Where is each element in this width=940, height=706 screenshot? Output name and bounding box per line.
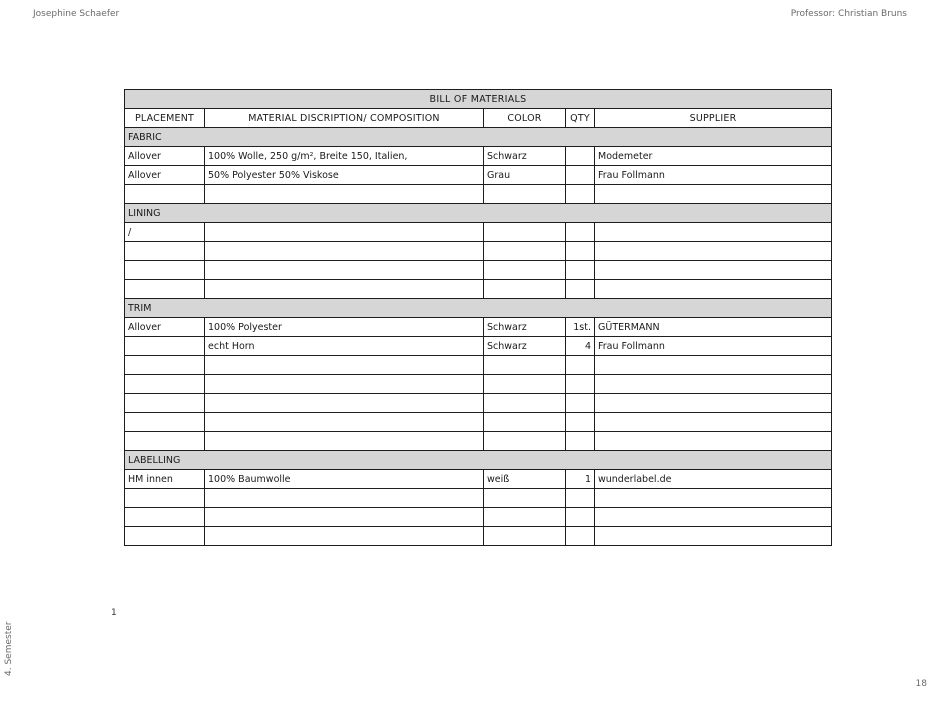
supplier-cell [595, 356, 832, 375]
material-cell: 50% Polyester 50% Viskose [205, 166, 484, 185]
color-cell: Schwarz [484, 337, 566, 356]
column-header-placement: PLACEMENT [125, 109, 205, 128]
material-cell [205, 223, 484, 242]
section-title: FABRIC [125, 128, 832, 147]
page-number: 18 [915, 679, 927, 689]
supplier-cell [595, 489, 832, 508]
section-header-row [125, 204, 832, 223]
table-row [125, 261, 832, 280]
placement-cell: HM innen [125, 470, 205, 489]
placement-cell [125, 508, 205, 527]
qty-cell [566, 527, 595, 546]
supplier-cell [595, 185, 832, 204]
placement-cell [125, 242, 205, 261]
placement-cell [125, 489, 205, 508]
color-cell: Schwarz [484, 318, 566, 337]
table-row [125, 356, 832, 375]
table-row [125, 337, 832, 356]
material-cell: 100% Wolle, 250 g/m², Breite 150, Italien, [205, 147, 484, 166]
placement-cell [125, 337, 205, 356]
table-row [125, 280, 832, 299]
color-cell [484, 261, 566, 280]
color-cell [484, 223, 566, 242]
table-title-row [125, 90, 832, 109]
table-row [125, 470, 832, 489]
qty-cell [566, 375, 595, 394]
table-row [125, 489, 832, 508]
color-cell [484, 375, 566, 394]
author-name: Josephine Schaefer [33, 9, 120, 19]
qty-cell: 1st. [566, 318, 595, 337]
semester-label-container [4, 621, 18, 676]
table-row [125, 185, 832, 204]
color-cell [484, 489, 566, 508]
professor-name: Professor: Christian Bruns [790, 9, 907, 19]
qty-cell [566, 413, 595, 432]
placement-cell [125, 413, 205, 432]
table-row [125, 413, 832, 432]
color-cell: Grau [484, 166, 566, 185]
placement-cell [125, 356, 205, 375]
column-header-row [125, 109, 832, 128]
material-cell [205, 527, 484, 546]
section-header-row [125, 299, 832, 318]
material-cell [205, 413, 484, 432]
semester-label: 4. Semester [4, 621, 14, 676]
material-cell [205, 185, 484, 204]
color-cell [484, 413, 566, 432]
placement-cell [125, 432, 205, 451]
section-header-row [125, 451, 832, 470]
color-cell [484, 432, 566, 451]
table-row [125, 223, 832, 242]
material-cell: 100% Polyester [205, 318, 484, 337]
section-header-row [125, 128, 832, 147]
table-row [125, 166, 832, 185]
material-cell [205, 432, 484, 451]
table-row [125, 242, 832, 261]
material-cell [205, 394, 484, 413]
qty-cell [566, 432, 595, 451]
material-cell [205, 489, 484, 508]
supplier-cell [595, 432, 832, 451]
color-cell [484, 280, 566, 299]
color-cell: Schwarz [484, 147, 566, 166]
table-row [125, 318, 832, 337]
supplier-cell [595, 375, 832, 394]
table-row [125, 508, 832, 527]
table-row [125, 147, 832, 166]
color-cell [484, 508, 566, 527]
placement-cell: / [125, 223, 205, 242]
column-header-color: COLOR [484, 109, 566, 128]
table-row [125, 394, 832, 413]
placement-cell [125, 394, 205, 413]
material-cell: 100% Baumwolle [205, 470, 484, 489]
section-title: TRIM [125, 299, 832, 318]
placement-cell [125, 375, 205, 394]
qty-cell [566, 185, 595, 204]
supplier-cell [595, 413, 832, 432]
qty-cell [566, 147, 595, 166]
supplier-cell: wunderlabel.de [595, 470, 832, 489]
placement-cell [125, 527, 205, 546]
table-row [125, 527, 832, 546]
material-cell: echt Horn [205, 337, 484, 356]
placement-cell: Allover [125, 147, 205, 166]
table-row [125, 432, 832, 451]
color-cell [484, 242, 566, 261]
supplier-cell [595, 261, 832, 280]
placement-cell: Allover [125, 166, 205, 185]
placement-cell [125, 261, 205, 280]
supplier-cell [595, 527, 832, 546]
placement-cell: Allover [125, 318, 205, 337]
supplier-cell: GÜTERMANN [595, 318, 832, 337]
qty-cell [566, 166, 595, 185]
section-title: LINING [125, 204, 832, 223]
material-cell [205, 508, 484, 527]
supplier-cell [595, 394, 832, 413]
color-cell: weiß [484, 470, 566, 489]
table-row [125, 375, 832, 394]
placement-cell [125, 280, 205, 299]
color-cell [484, 394, 566, 413]
material-cell [205, 280, 484, 299]
section-title: LABELLING [125, 451, 832, 470]
column-header-supplier: SUPPLIER [595, 109, 832, 128]
color-cell [484, 185, 566, 204]
supplier-cell: Frau Follmann [595, 166, 832, 185]
qty-cell [566, 489, 595, 508]
placement-cell [125, 185, 205, 204]
table-title: BILL OF MATERIALS [125, 90, 832, 109]
qty-cell [566, 508, 595, 527]
footnote-number: 1 [111, 608, 117, 618]
bill-of-materials-table [124, 89, 832, 546]
column-header-qty: QTY [566, 109, 595, 128]
table-body [125, 128, 832, 546]
supplier-cell: Modemeter [595, 147, 832, 166]
material-cell [205, 356, 484, 375]
column-header-material: MATERIAL DISCRIPTION/ COMPOSITION [205, 109, 484, 128]
qty-cell [566, 356, 595, 375]
qty-cell [566, 261, 595, 280]
color-cell [484, 356, 566, 375]
qty-cell: 1 [566, 470, 595, 489]
material-cell [205, 242, 484, 261]
supplier-cell: Frau Follmann [595, 337, 832, 356]
supplier-cell [595, 223, 832, 242]
supplier-cell [595, 508, 832, 527]
supplier-cell [595, 280, 832, 299]
qty-cell [566, 223, 595, 242]
qty-cell [566, 394, 595, 413]
supplier-cell [595, 242, 832, 261]
color-cell [484, 527, 566, 546]
qty-cell: 4 [566, 337, 595, 356]
material-cell [205, 375, 484, 394]
material-cell [205, 261, 484, 280]
qty-cell [566, 242, 595, 261]
qty-cell [566, 280, 595, 299]
